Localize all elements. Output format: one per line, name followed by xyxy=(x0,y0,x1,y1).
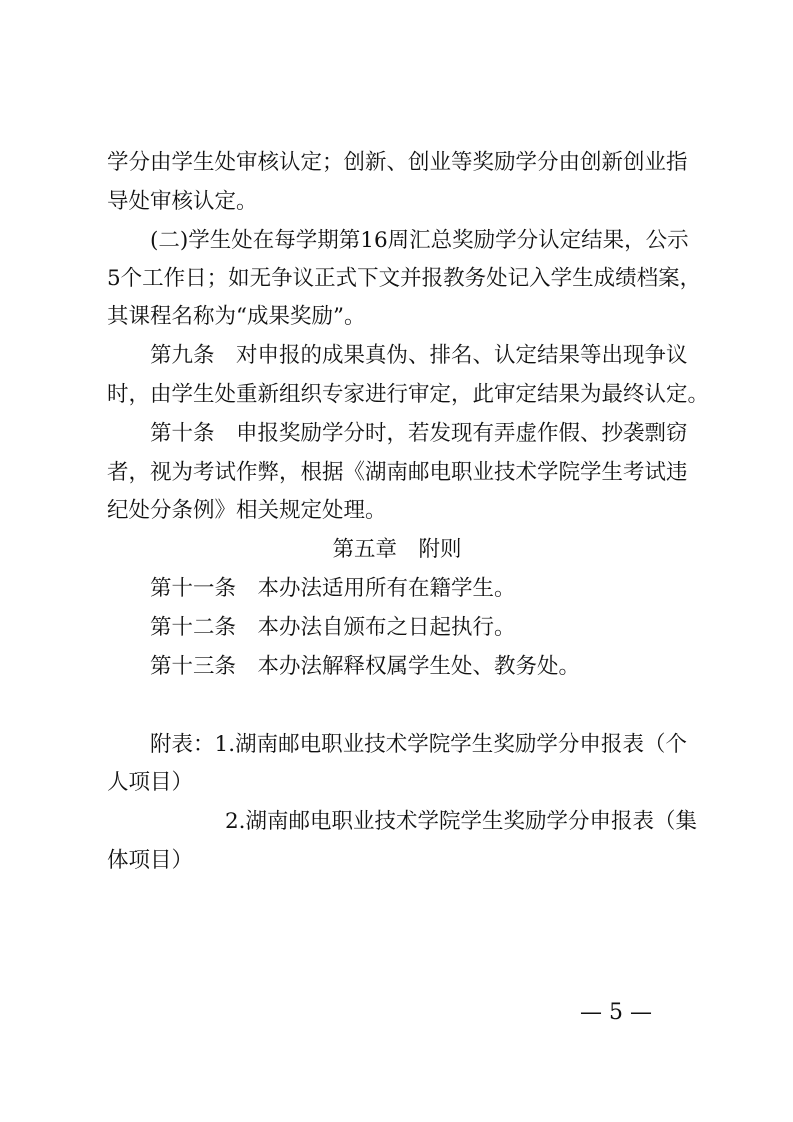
attachment-2-line-1: 2.湖南邮电职业技术学院学生奖励学分申报表（集 xyxy=(225,809,698,834)
paragraph-2-line-1: (二)学生处在每学期第16周汇总奖励学分认定结果，公示 xyxy=(150,228,689,253)
paragraph-2-line-2: 5个工作日；如无争议正式下文并报教务处记入学生成绩档案， xyxy=(107,266,702,291)
article-10-line-2: 者，视为考试作弊，根据《湖南邮电职业技术学院学生考试违 xyxy=(107,460,688,485)
article-13: 第十三条 本办法解释权属学生处、教务处。 xyxy=(150,654,581,679)
attachment-1-line-2: 人项目） xyxy=(107,770,194,795)
chapter-title: 第五章 附则 xyxy=(332,537,462,562)
paragraph-1-line-2: 导处审核认定。 xyxy=(107,189,258,214)
article-10-line-3: 纪处分条例》相关规定处理。 xyxy=(107,498,387,523)
attachment-2-line-2: 体项目） xyxy=(107,848,194,873)
page-number: — 5 — xyxy=(580,1000,652,1025)
article-10-line-1: 第十条 申报奖励学分时，若发现有弄虚作假、抄袭剽窃 xyxy=(150,421,688,446)
paragraph-2-line-3: 其课程名称为“成果奖励”。 xyxy=(107,304,366,329)
article-12: 第十二条 本办法自颁布之日起执行。 xyxy=(150,615,516,640)
article-9-line-1: 第九条 对申报的成果真伪、排名、认定结果等出现争议 xyxy=(150,343,688,368)
attachment-1-line-1: 附表：1.湖南邮电职业技术学院学生奖励学分申报表（个 xyxy=(150,732,687,757)
paragraph-1-line-1: 学分由学生处审核认定；创新、创业等奖励学分由创新创业指 xyxy=(107,150,688,175)
article-9-line-2: 时，由学生处重新组织专家进行审定，此审定结果为最终认定。 xyxy=(107,382,710,407)
article-11: 第十一条 本办法适用所有在籍学生。 xyxy=(150,576,516,601)
